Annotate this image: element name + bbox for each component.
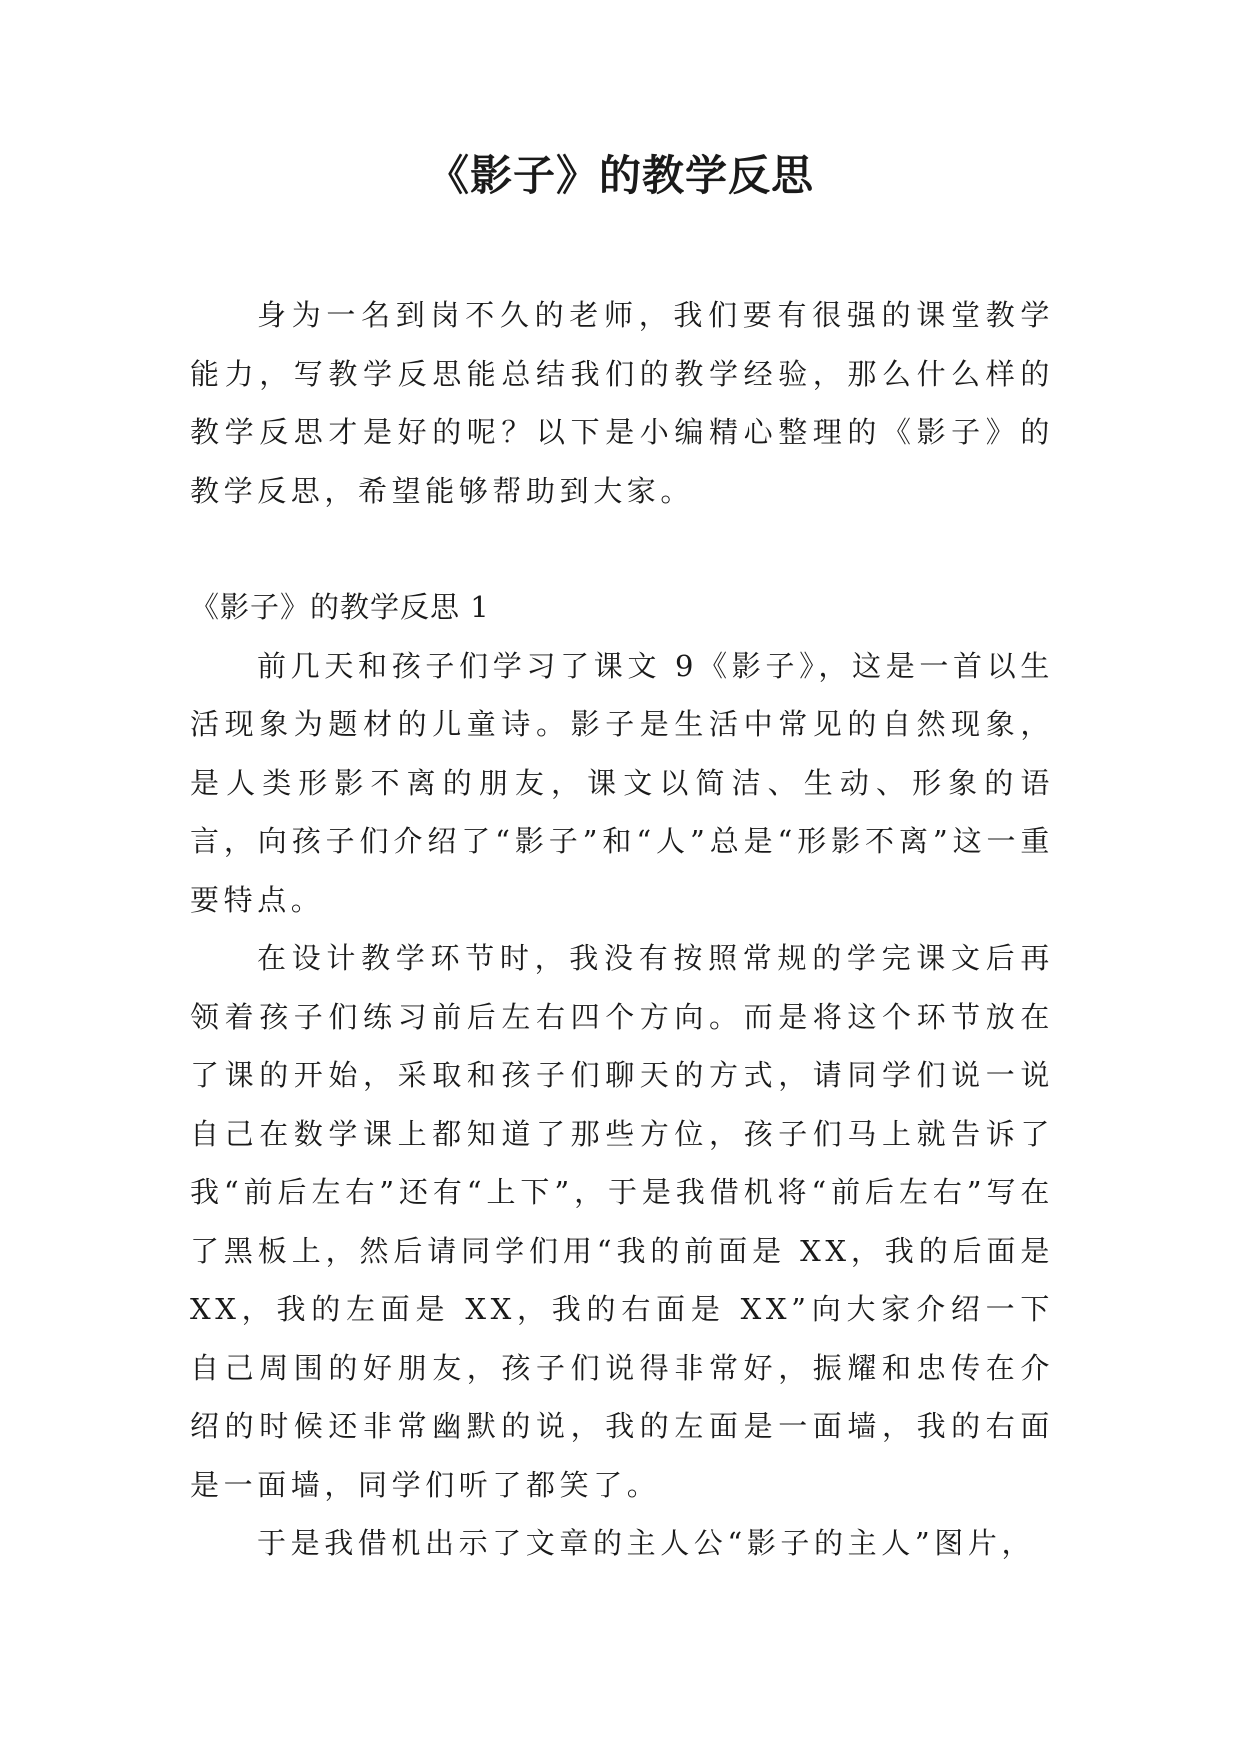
page-title: 《影子》的教学反思 — [426, 151, 814, 200]
section-heading: 《影子》的教学反思 1 — [190, 590, 490, 624]
intro-paragraph: 身为一名到岗不久的老师，我们要有很强的课堂教学能力，写教学反思能总结我们的教学经验，那么什么样的教学反思才是好的呢？以下是小编精心整理的《影子》的教学反思，希望能够帮助到大家。 — [190, 298, 1054, 508]
document-body — [190, 286, 1054, 1573]
body-paragraph-2: 在设计教学环节时，我没有按照常规的学完课文后再领着孩子们练习前后左右四个方向。而是将这个环节放在了课的开始，采取和孩子们聊天的方式，请同学们说一说自己在数学课上都知道了那些方位，孩子们马上就告诉了我“前后左右”还有“上下”，于是我借机将“前后左右”写在了黑板上，然后请同学们用“我的前面是 XX，我的后面是 XX，我的左面是 XX，我的右面是 XX”向大家介绍一下自己周围的好朋友，孩子们说得非常好，振耀和忠传在介绍的时候还非常幽默的说，我的左面是一面墙，我的右面是一面墙，同学们听了都笑了。 — [190, 941, 1054, 1502]
body-paragraph-1: 前几天和孩子们学习了课文 9《影子》，这是一首以生活现象为题材的儿童诗。影子是生活中常见的自然现象，是人类形影不离的朋友，课文以简洁、生动、形象的语言，向孩子们介绍了“影子”和“人”总是“形影不离”这一重要特点。 — [190, 648, 1054, 917]
body-paragraph-3: 于是我借机出示了文章的主人公“影子的主人”图片， — [257, 1526, 1036, 1560]
